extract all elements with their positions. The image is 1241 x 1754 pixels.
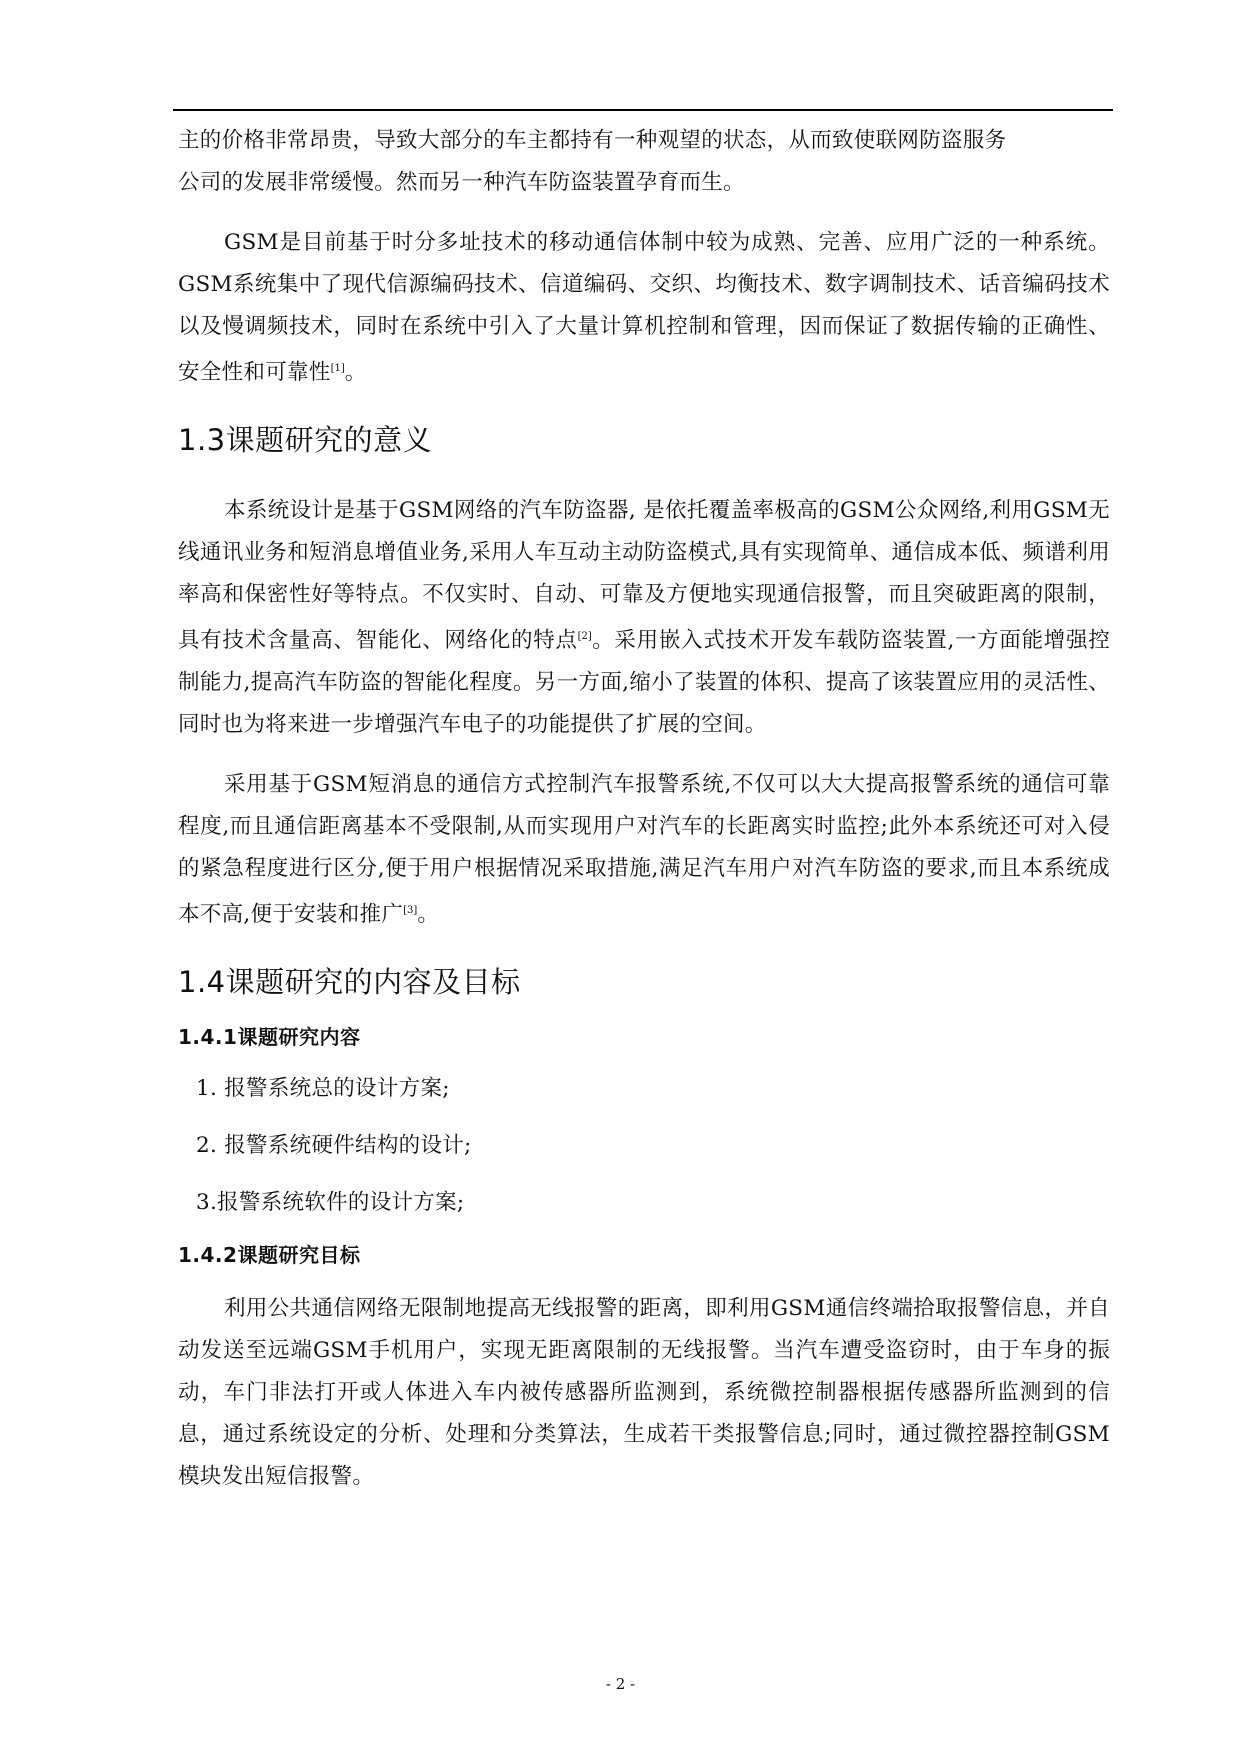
- gsm-paragraph: GSM是目前基于时分多址技术的移动通信体制中较为成熟、完善、应用广泛的一种系统。GSM系统集中了现代信源编码技术、信道编码、交织、均衡技术、数字调制技术、话音编码技术以及慢调频技术，同时在系统中引入了大量计算机控制和管理，因而保证了数据传输的正确性、安全性和可靠性[1]。: [178, 230, 1110, 386]
- continued-paragraph: [178, 120, 1110, 204]
- header-rule: [173, 109, 1113, 111]
- page-number: - 2 -: [605, 1675, 636, 1693]
- list-item: 2. 报警系统硬件结构的设计;: [196, 1133, 472, 1159]
- citation: [2]: [577, 631, 592, 643]
- text-line: 公司的发展非常缓慢。然而另一种汽车防盗装置孕育而生。: [178, 170, 745, 195]
- objective-paragraph: 利用公共通信网络无限制地提高无线报警的距离，即利用GSM通信终端拾取报警信息，并自动发送至远端GSM手机用户，实现无距离限制的无线报警。当汽车遭受盗窃时，由于车身的振动，车门非法打开或人体进入车内被传感器所监测到，系统微控制器根据传感器所监测到的信息，通过系统设定的分析、处理和分类算法，生成若干类报警信息;同时，通过微控器控制GSM模块发出短信报警。: [178, 1296, 1110, 1490]
- section-heading-1-4: 1.4课题研究的内容及目标: [178, 965, 521, 1000]
- subsection-heading-1-4-1: 1.4.1课题研究内容: [178, 1025, 361, 1050]
- section-heading-1-3: 1.3课题研究的意义: [178, 423, 433, 458]
- subsection-heading-1-4-2: 1.4.2课题研究目标: [178, 1243, 361, 1268]
- citation: [1]: [330, 363, 345, 374]
- list-item: 3.报警系统软件的设计方案;: [196, 1190, 465, 1216]
- text-line: 主的价格非常昂贵，导致大部分的车主都持有一种观望的状态，从而致使联网防盗服务: [178, 128, 1007, 153]
- significance-paragraph-1: 本系统设计是基于GSM网络的汽车防盗器, 是依托覆盖率极高的GSM公众网络,利用GSM无线通讯业务和短消息增值业务,采用人车互动主动防盗模式,具有实现简单、通信成本低、频谱利用率高和保密性好等特点。不仅实时、自动、可靠及方便地实现通信报警，而且突破距离的限制，具有技术含量高、智能化、网络化的特点[2]。采用嵌入式技术开发车载防盗装置,一方面能增强控制能力,提高汽车防盗的智能化程度。另一方面,缩小了装置的体积、提高了该装置应用的灵活性、同时也为将来进一步增强汽车电子的功能提供了扩展的空间。: [178, 498, 1110, 738]
- citation: [3]: [403, 905, 418, 917]
- page-content: [178, 120, 1110, 1498]
- list-item: 1. 报警系统总的设计方案;: [196, 1076, 450, 1102]
- significance-paragraph-2: 采用基于GSM短消息的通信方式控制汽车报警系统,不仅可以大大提高报警系统的通信可靠程度,而且通信距离基本不受限制,从而实现用户对汽车的长距离实时监控;此外本系统还可对入侵的紧急程度进行区分,便于用户根据情况采取措施,满足汽车用户对汽车防盗的要求,而且本系统成本不高,便于安装和推广[3]。: [178, 772, 1110, 928]
